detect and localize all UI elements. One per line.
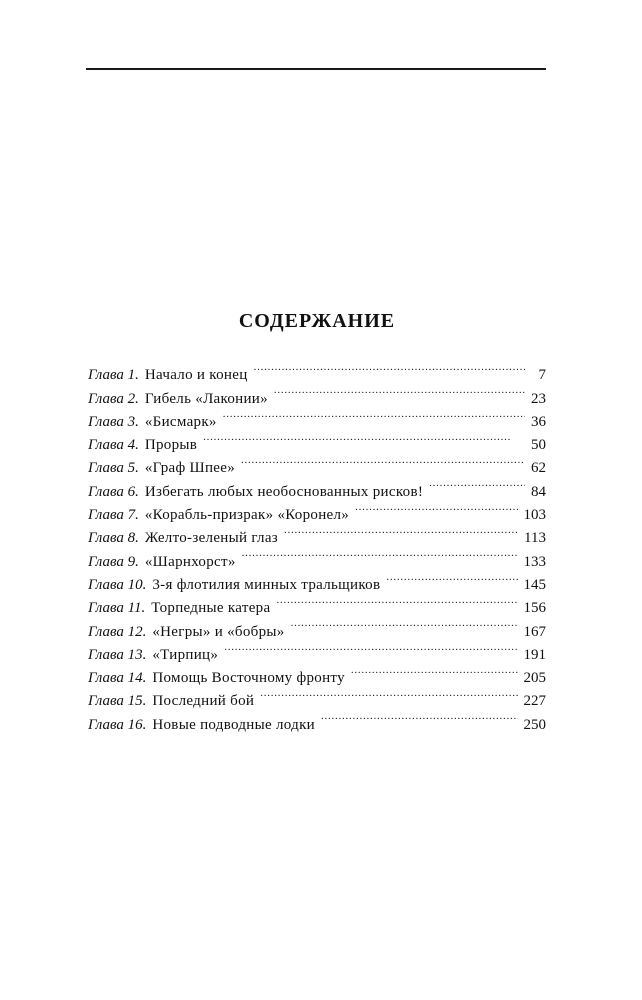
dot-leader [241,449,525,472]
chapter-label: Глава 8. [88,530,139,547]
header-rule [86,68,546,70]
chapter-label: Глава 3. [88,413,139,430]
chapter-title: «Шарнхорст» [144,553,236,570]
chapter-label: Глава 5. [88,460,139,477]
toc-title: СОДЕРЖАНИЕ [238,310,396,332]
toc-entry [88,356,546,384]
page-number: 156 [523,600,546,617]
chapter-title: Новые подводные лодки [152,716,315,733]
page-number: 36 [531,413,546,430]
chapter-label: Глава 16. [88,716,147,733]
dot-leader [254,356,526,379]
dot-leader [351,659,518,682]
page-number: 7 [538,367,546,384]
page-number: 113 [524,530,546,547]
dot-leader [284,519,518,542]
chapter-label: Глава 1. [88,367,139,384]
chapter-title: Последний бой [152,693,255,710]
chapter-title: Торпедные катера [151,600,271,617]
dot-leader [386,566,517,589]
chapter-label: Глава 2. [88,390,139,407]
dot-leader [355,496,517,519]
toc-list [88,356,546,733]
chapter-title: «Граф Шпее» [144,460,236,477]
page-number: 103 [523,507,546,524]
page-number: 23 [531,390,546,407]
chapter-label: Глава 4. [88,437,139,454]
dot-leader [291,612,518,635]
table-of-contents [88,306,546,733]
chapter-title: Избегать любых необоснованных рисков! [144,483,424,500]
page-number: 62 [531,460,546,477]
page-number: 191 [523,646,546,663]
dot-leader [224,636,517,659]
chapter-title: «Корабль-призрак» «Коронел» [144,507,350,524]
page-number: 250 [523,716,546,733]
page-number: 84 [531,483,546,500]
dot-leader [276,589,517,612]
chapter-label: Глава 10. [88,576,147,593]
chapter-title: Прорыв [144,437,198,454]
page-number: 50 [531,437,546,454]
chapter-label: Глава 7. [88,507,139,524]
chapter-title: Гибель «Лаконии» [144,390,268,407]
chapter-label: Глава 14. [88,670,147,687]
dot-leader [274,379,525,402]
dot-leader [321,705,518,728]
chapter-label: Глава 6. [88,483,139,500]
chapter-label: Глава 9. [88,553,139,570]
page-number: 167 [523,623,546,640]
chapter-label: Глава 13. [88,646,147,663]
page-number: 205 [523,670,546,687]
dot-leader [260,682,517,705]
chapter-title: «Негры» и «бобры» [152,623,285,640]
page-number: 145 [523,576,546,593]
dot-leader [203,426,525,449]
dot-leader [242,542,518,565]
chapter-title: Помощь Восточному фронту [152,670,345,687]
page-number: 227 [523,693,546,710]
chapter-title: Начало и конец [144,367,248,384]
chapter-label: Глава 12. [88,623,147,640]
chapter-title: Желто-зеленый глаз [144,530,279,547]
chapter-label: Глава 11. [88,600,146,617]
page-number: 133 [523,553,546,570]
chapter-title: «Тирпиц» [152,646,219,663]
chapter-label: Глава 15. [88,693,147,710]
chapter-title: «Бисмарк» [144,413,217,430]
dot-leader [223,403,525,426]
dot-leader [429,472,525,495]
chapter-title: 3-я флотилия минных тральщиков [152,576,381,593]
